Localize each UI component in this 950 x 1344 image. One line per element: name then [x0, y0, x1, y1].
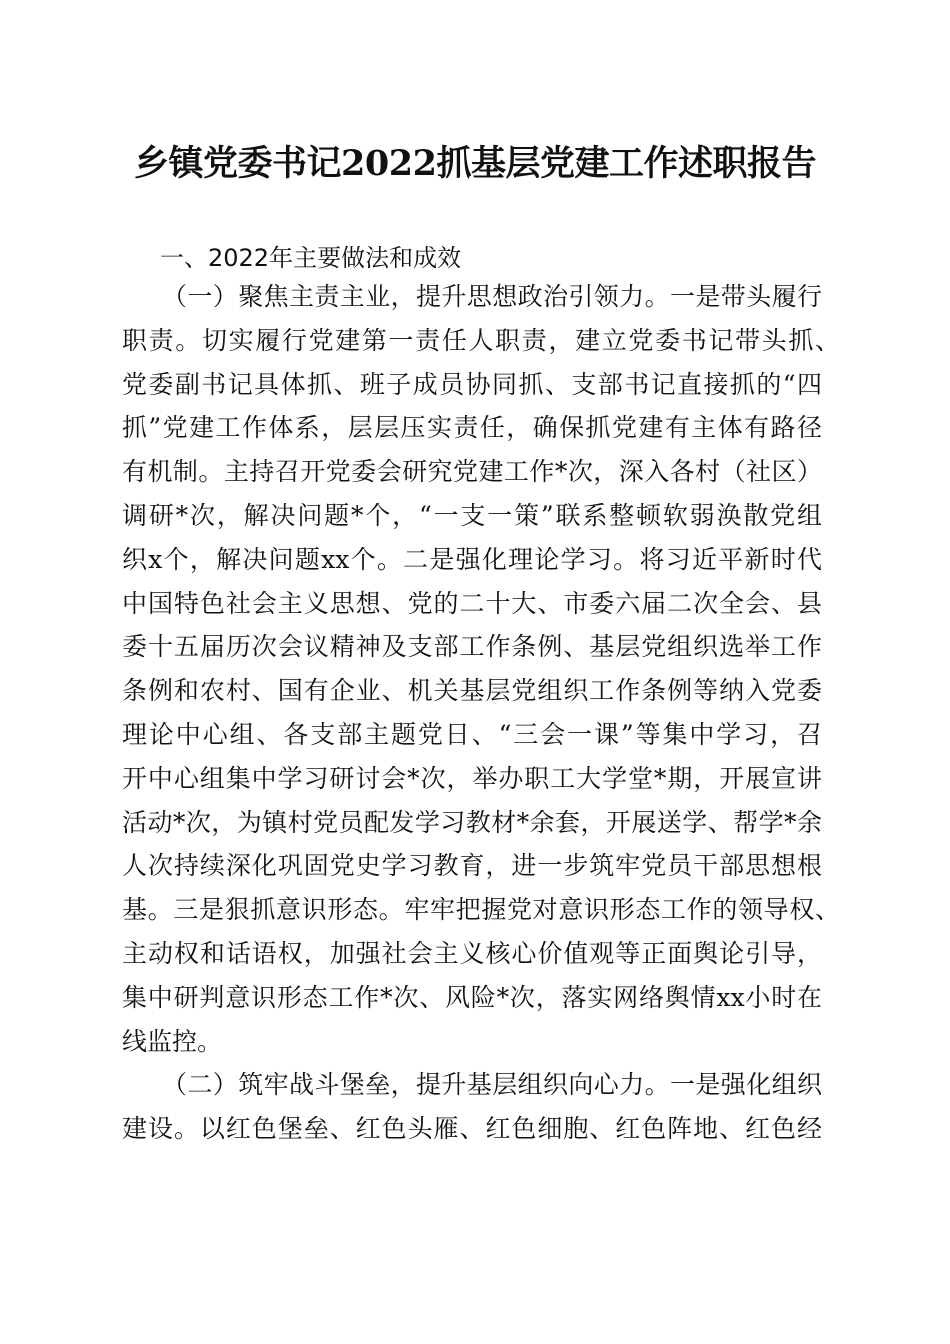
text-line: 中国特色社会主义思想、党的二十大、市委六届二次全会、县 — [122, 588, 822, 618]
text-line: 基。三是狠抓意识形态。牢牢把握党对意识形态工作的领导权、 — [122, 895, 840, 925]
text-line: 活动*次，为镇村党员配发学习教材*余套，开展送学、帮学*余 — [122, 807, 822, 837]
paragraph — [122, 1068, 822, 1156]
text-line: 织x个，解决问题xx个。二是强化理论学习。将习近平新时代 — [122, 544, 822, 574]
text-line: 职责。切实履行党建第一责任人职责，建立党委书记带头抓、 — [122, 325, 840, 355]
text-line: 调研*次，解决问题*个，“一支一策”联系整顿软弱涣散党组 — [122, 500, 822, 530]
text-line: 党委副书记具体抓、班子成员协同抓、支部书记直接抓的“四 — [122, 369, 822, 399]
text-line: 建设。以红色堡垒、红色头雁、红色细胞、红色阵地、红色经 — [122, 1114, 822, 1144]
document-title: 乡镇党委书记2022抓基层党建工作述职报告 — [134, 143, 816, 184]
text-line: （一）聚焦主责主业，提升思想政治引领力。一是带头履行 — [162, 282, 822, 311]
text-line: 线监控。 — [122, 1026, 223, 1056]
text-line: （二）筑牢战斗堡垒，提升基层组织向心力。一是强化组织 — [162, 1070, 822, 1100]
text-line: 开中心组集中学习研讨会*次，举办职工大学堂*期，开展宣讲 — [122, 763, 822, 793]
text-line: 集中研判意识形态工作*次、风险*次，落实网络舆情xx小时在 — [122, 982, 822, 1012]
paragraph — [122, 280, 840, 1068]
text-line: 条例和农村、国有企业、机关基层党组织工作条例等纳入党委 — [122, 676, 822, 706]
text-line: 人次持续深化巩固党史学习教育，进一步筑牢党员干部思想根 — [122, 851, 822, 881]
section-heading: 一、2022年主要做法和成效 — [160, 244, 462, 272]
text-line: 主动权和话语权，加强社会主义核心价值观等正面舆论引导， — [122, 938, 822, 968]
document-body — [122, 280, 840, 1156]
text-line: 抓”党建工作体系，层层压实责任，确保抓党建有主体有路径 — [122, 413, 822, 443]
text-line: 理论中心组、各支部主题党日、“三会一课”等集中学习，召 — [122, 719, 822, 749]
text-line: 有机制。主持召开党委会研究党建工作*次，深入各村（社区） — [122, 457, 822, 487]
text-line: 委十五届历次会议精神及支部工作条例、基层党组织选举工作 — [122, 632, 822, 662]
